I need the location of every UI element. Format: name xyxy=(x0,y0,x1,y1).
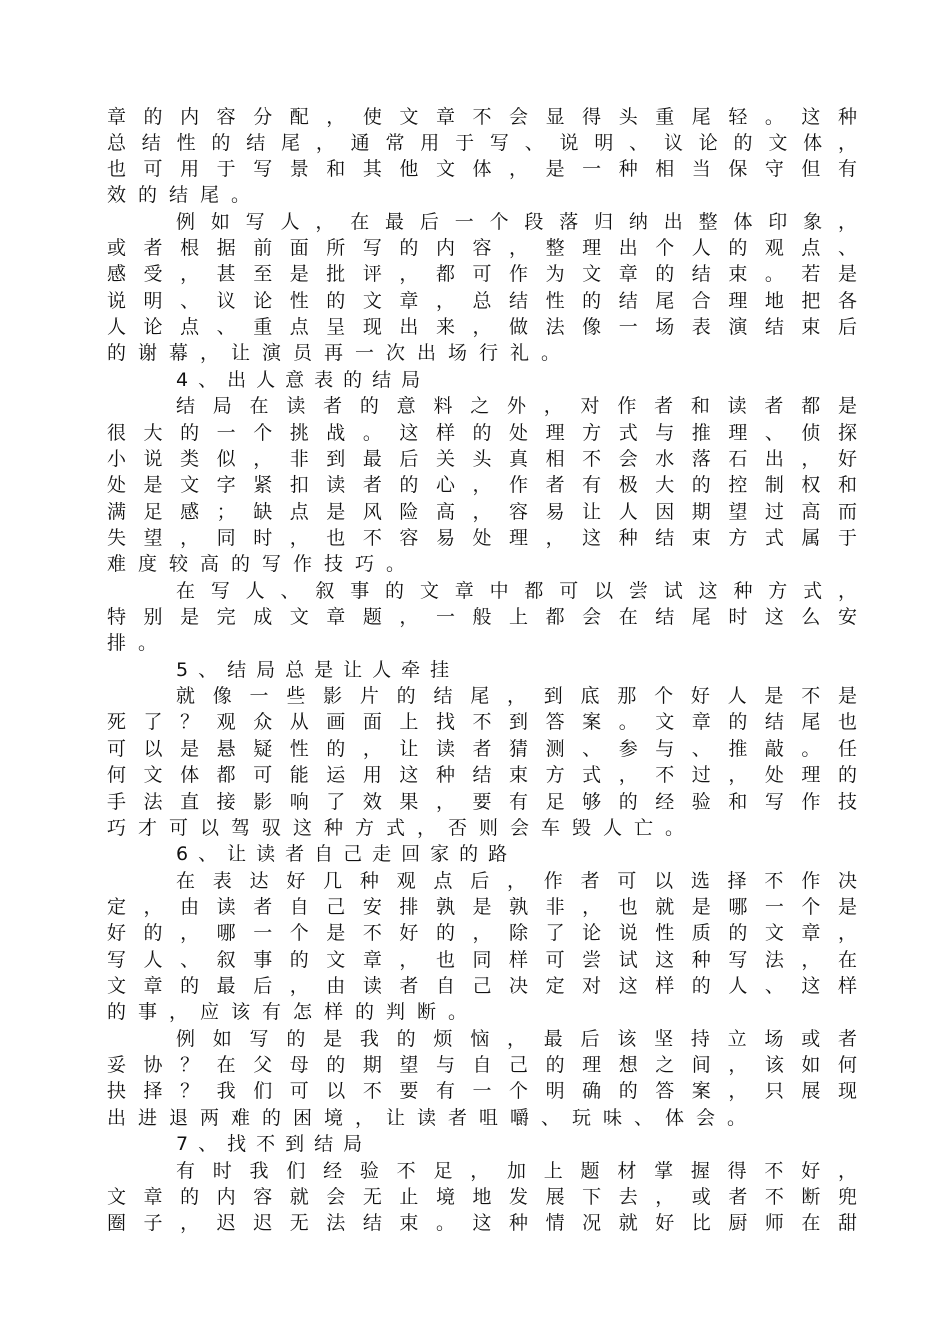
text-line: 难度较高的写作技巧。 xyxy=(107,553,418,575)
text-line: 小说类似，非到最后关头真相不会水落石出，好 xyxy=(107,448,857,470)
text-line: 满足感；缺点是风险高，容易让人因期望过高而 xyxy=(107,501,857,523)
text-line: 何文体都可能运用这种结束方式，不过，处理的 xyxy=(107,764,857,786)
text-line: 人论点、重点呈现出来，做法像一场表演结束后 xyxy=(107,316,857,338)
section-heading: 6、让读者自己走回家的路 xyxy=(176,843,518,865)
text-line: 出进退两难的困境，让读者咀嚼、玩味、体会。 xyxy=(107,1107,759,1129)
section-heading: 7、找不到结局 xyxy=(176,1133,373,1155)
text-line: 或者根据前面所写的内容，整理出个人的观点、 xyxy=(107,237,857,259)
text-line: 文章的内容就会无止境地发展下去，或者不断兜 xyxy=(107,1186,857,1208)
text-line: 在表达好几种观点后，作者可以选择不作决 xyxy=(176,870,857,892)
text-line: 妥协？在父母的期望与自己的理想之间，该如何 xyxy=(107,1054,857,1076)
text-line: 处是文字紧扣读者的心，作者有极大的控制权和 xyxy=(107,474,857,496)
text-line: 死了？观众从画面上找不到答案。文章的结尾也 xyxy=(107,711,857,733)
text-line: 抉择？我们可以不要有一个明确的答案，只展现 xyxy=(107,1080,857,1102)
text-line: 手法直接影响了效果，要有足够的经验和写作技 xyxy=(107,791,857,813)
text-line: 文章的最后，由读者自己决定对这样的人、这样 xyxy=(107,975,857,997)
section-heading: 5、结局总是让人牵挂 xyxy=(176,659,460,681)
text-line: 定，由读者自己安排孰是孰非，也就是哪一个是 xyxy=(107,896,857,918)
text-line: 总结性的结尾，通常用于写、说明、议论的文体， xyxy=(107,132,857,154)
text-line: 的事，应该有怎样的判断。 xyxy=(107,1001,480,1023)
section-heading: 4、出人意表的结局 xyxy=(176,369,431,391)
text-line: 特别是完成文章题，一般上都会在结尾时这么安 xyxy=(107,606,857,628)
text-line: 结局在读者的意料之外，对作者和读者都是 xyxy=(176,395,857,417)
text-line: 效的结尾。 xyxy=(107,184,263,206)
text-line: 例如写人，在最后一个段落归纳出整体印象， xyxy=(176,211,857,233)
text-line: 排。 xyxy=(107,632,170,654)
text-line: 例如写的是我的烦恼，最后该坚持立场或者 xyxy=(176,1028,857,1050)
text-line: 圈子，迟迟无法结束。这种情况就好比厨师在甜 xyxy=(107,1212,857,1234)
text-line: 章的内容分配，使文章不会显得头重尾轻。这种 xyxy=(107,106,857,128)
text-line: 有时我们经验不足，加上题材掌握得不好， xyxy=(176,1160,857,1182)
text-line: 很大的一个挑战。这样的处理方式与推理、侦探 xyxy=(107,422,857,444)
text-line: 感受，甚至是批评，都可作为文章的结束。若是 xyxy=(107,263,857,285)
text-line: 可以是悬疑性的，让读者猜测、参与、推敲。任 xyxy=(107,738,857,760)
text-line: 失望，同时，也不容易处理，这种结束方式属于 xyxy=(107,527,857,549)
text-line: 写人、叙事的文章，也同样可尝试这种写法，在 xyxy=(107,949,857,971)
text-line: 好的，哪一个是不好的，除了论说性质的文章， xyxy=(107,922,857,944)
text-line: 的谢幕，让演员再一次出场行礼。 xyxy=(107,342,573,364)
text-line: 说明、议论性的文章，总结性的结尾合理地把各 xyxy=(107,290,857,312)
text-line: 也可用于写景和其他文体，是一种相当保守但有 xyxy=(107,158,857,180)
text-line: 在写人、叙事的文章中都可以尝试这种方式， xyxy=(176,580,857,602)
text-line: 就像一些影片的结尾，到底那个好人是不是 xyxy=(176,685,857,707)
text-line: 巧才可以驾驭这种方式，否则会车毁人亡。 xyxy=(107,817,697,839)
